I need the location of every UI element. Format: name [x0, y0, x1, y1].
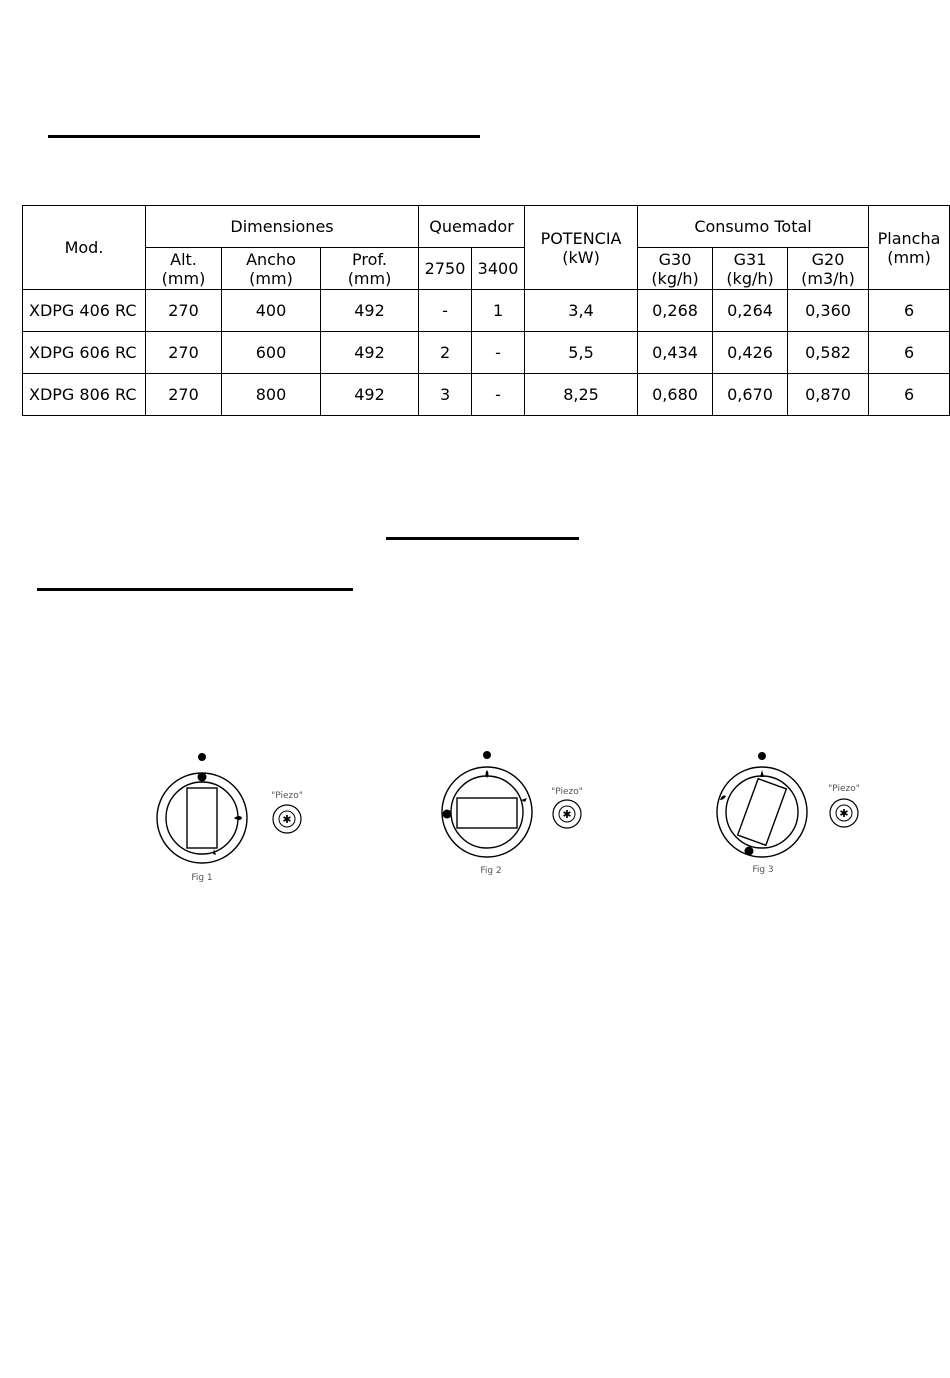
cell-depth: 492	[321, 290, 419, 332]
figure-1	[150, 740, 320, 890]
cell-g30: 0,434	[638, 332, 713, 374]
marker-dot-icon	[443, 810, 452, 819]
knob-inner-ring-icon	[726, 776, 798, 848]
header-plate: Plancha (mm)	[869, 206, 950, 290]
header-dimensions: Dimensiones	[146, 206, 419, 248]
spark-icon: ✱	[282, 813, 292, 826]
header-model: Mod.	[23, 206, 146, 290]
cell-burner-2750: 2	[419, 332, 472, 374]
piezo-label: "Piezo"	[828, 784, 860, 794]
figure-caption: Fig 2	[480, 866, 502, 876]
header-depth: Prof. (mm)	[321, 248, 419, 290]
cell-width: 600	[222, 332, 321, 374]
cell-plate: 6	[869, 374, 950, 416]
cell-width: 400	[222, 290, 321, 332]
cell-g31: 0,426	[713, 332, 788, 374]
cell-g30: 0,680	[638, 374, 713, 416]
knob-ring-icon	[157, 773, 247, 863]
header-height: Alt. (mm)	[146, 248, 222, 290]
knob-grip-icon	[738, 779, 787, 846]
specifications-table	[22, 205, 950, 416]
knob-ring-icon	[442, 767, 532, 857]
spark-icon: ✱	[839, 807, 849, 820]
cell-burner-2750: -	[419, 290, 472, 332]
table-header-row	[23, 206, 950, 248]
cell-power: 8,25	[525, 374, 638, 416]
cell-burner-3400: -	[472, 374, 525, 416]
piezo-label: "Piezo"	[551, 787, 583, 797]
cell-g20: 0,360	[788, 290, 869, 332]
figure-3	[710, 740, 880, 890]
cell-burner-3400: 1	[472, 290, 525, 332]
piezo-label: "Piezo"	[271, 791, 303, 801]
flame-large-icon	[720, 796, 726, 801]
subsection-heading-rule	[37, 588, 353, 591]
table-row	[23, 332, 950, 374]
cell-model: XDPG 806 RC	[23, 374, 146, 416]
cell-g31: 0,264	[713, 290, 788, 332]
flame-large-icon	[486, 770, 489, 778]
header-g20: G20 (m3/h)	[788, 248, 869, 290]
section-heading-rule	[386, 537, 579, 540]
header-burner-2750: 2750	[419, 248, 472, 290]
flame-large-icon	[234, 816, 242, 820]
marker-dot-icon	[198, 773, 207, 782]
figure-caption: Fig 1	[191, 873, 213, 883]
knob-inner-ring-icon	[451, 776, 523, 848]
cell-burner-2750: 3	[419, 374, 472, 416]
cell-g31: 0,670	[713, 374, 788, 416]
cell-g30: 0,268	[638, 290, 713, 332]
off-position-dot-icon	[483, 751, 491, 759]
table-row	[23, 374, 950, 416]
cell-depth: 492	[321, 374, 419, 416]
cell-model: XDPG 406 RC	[23, 290, 146, 332]
header-g30: G30 (kg/h)	[638, 248, 713, 290]
header-width: Ancho (mm)	[222, 248, 321, 290]
cell-depth: 492	[321, 332, 419, 374]
header-consumption: Consumo Total	[638, 206, 869, 248]
cell-model: XDPG 606 RC	[23, 332, 146, 374]
off-position-dot-icon	[758, 752, 766, 760]
header-burner: Quemador	[419, 206, 525, 248]
knob-diagram-2	[435, 740, 605, 890]
cell-plate: 6	[869, 290, 950, 332]
cell-height: 270	[146, 290, 222, 332]
knob-inner-ring-icon	[166, 782, 238, 854]
header-g31: G31 (kg/h)	[713, 248, 788, 290]
header-burner-3400: 3400	[472, 248, 525, 290]
knob-grip-icon	[187, 788, 217, 848]
cell-width: 800	[222, 374, 321, 416]
off-position-dot-icon	[198, 753, 206, 761]
flame-small-icon	[760, 770, 764, 777]
cell-plate: 6	[869, 332, 950, 374]
marker-dot-icon	[745, 847, 754, 856]
spark-icon: ✱	[562, 808, 572, 821]
knob-diagram-1	[150, 740, 320, 890]
cell-height: 270	[146, 332, 222, 374]
table-subheader-row	[23, 248, 950, 290]
cell-g20: 0,870	[788, 374, 869, 416]
cell-power: 3,4	[525, 290, 638, 332]
knob-grip-icon	[457, 798, 517, 828]
figure-2	[435, 740, 605, 890]
cell-height: 270	[146, 374, 222, 416]
knob-figures	[0, 740, 950, 900]
table-row	[23, 290, 950, 332]
header-power: POTENCIA (kW)	[525, 206, 638, 290]
figure-caption: Fig 3	[752, 865, 774, 875]
cell-g20: 0,582	[788, 332, 869, 374]
cell-burner-3400: -	[472, 332, 525, 374]
knob-diagram-3	[710, 740, 880, 890]
cell-power: 5,5	[525, 332, 638, 374]
section-heading-rule	[48, 135, 480, 138]
